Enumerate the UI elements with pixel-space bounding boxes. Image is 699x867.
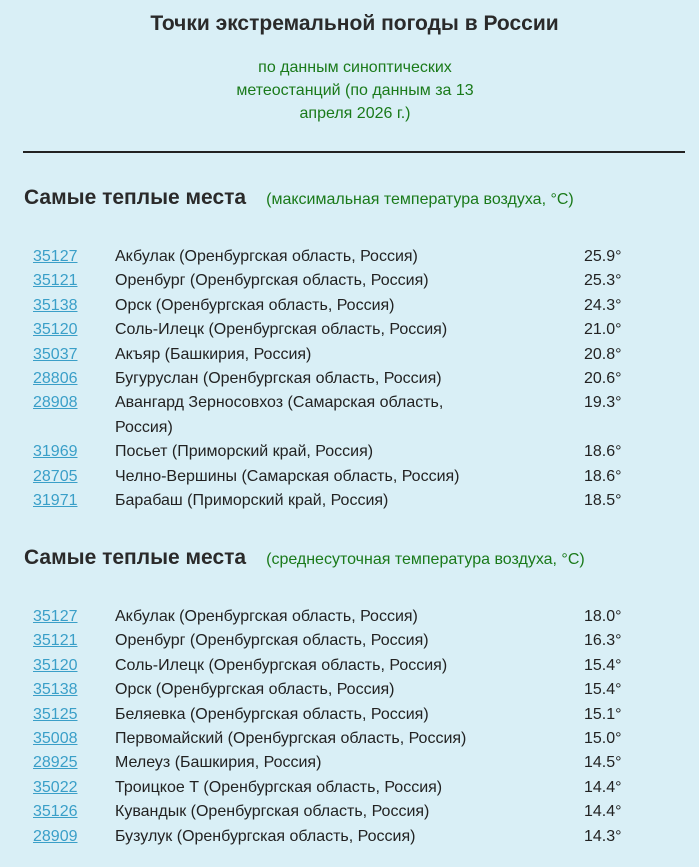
place-name: Барабаш (Приморский край, Россия) bbox=[115, 491, 389, 509]
table-row bbox=[0, 703, 699, 727]
section-avg-temp-heading bbox=[24, 546, 585, 570]
table-row bbox=[0, 245, 699, 269]
table-row bbox=[0, 629, 699, 653]
temperature-value: 20.8° bbox=[584, 345, 622, 363]
place-name: Мелеуз (Башкирия, Россия) bbox=[115, 754, 322, 772]
station-link[interactable]: 28705 bbox=[33, 467, 78, 485]
station-link[interactable]: 28908 bbox=[33, 394, 78, 412]
temperature-value: 14.3° bbox=[584, 827, 622, 845]
station-link[interactable]: 28806 bbox=[33, 369, 78, 387]
place-name: Акбулак (Оренбургская область, Россия) bbox=[115, 248, 418, 265]
table-row bbox=[0, 654, 699, 678]
subtitle-line: по данным синоптических bbox=[258, 59, 452, 76]
temperature-value: 21.0° bbox=[584, 321, 622, 339]
section-title: Самые теплые места bbox=[24, 186, 247, 209]
station-link[interactable]: 35121 bbox=[33, 632, 78, 650]
place-name: Бугуруслан (Оренбургская область, Россия) bbox=[115, 369, 442, 387]
max-temp-table bbox=[0, 245, 699, 513]
table-row bbox=[0, 318, 699, 342]
station-link[interactable]: 35138 bbox=[33, 681, 78, 699]
station-link[interactable]: 28909 bbox=[33, 827, 78, 845]
place-name: Бузулук (Оренбургская область, Россия) bbox=[115, 827, 416, 845]
subtitle-line: метеостанций (по данным за 13 bbox=[236, 82, 474, 99]
place-name: Кувандык (Оренбургская область, Россия) bbox=[115, 803, 430, 821]
temperature-value: 16.3° bbox=[584, 632, 622, 650]
place-name: Челно-Вершины (Самарская область, Россия) bbox=[115, 467, 460, 485]
table-row bbox=[0, 465, 699, 489]
temperature-value: 18.6° bbox=[584, 467, 622, 485]
temperature-value: 14.5° bbox=[584, 754, 622, 772]
temperature-value: 18.5° bbox=[584, 491, 622, 509]
table-row bbox=[0, 440, 699, 464]
temperature-value: 14.4° bbox=[584, 778, 622, 796]
place-name: Оренбург (Оренбургская область, Россия) bbox=[115, 632, 429, 650]
temperature-value: 15.0° bbox=[584, 729, 622, 747]
temperature-value: 25.3° bbox=[584, 272, 622, 290]
table-row bbox=[0, 605, 699, 629]
section-note: (среднесуточная температура воздуха, °C) bbox=[266, 551, 585, 568]
temperature-value: 24.3° bbox=[584, 296, 622, 314]
temperature-value: 14.4° bbox=[584, 803, 622, 821]
station-link[interactable]: 35121 bbox=[33, 272, 78, 290]
station-link[interactable]: 35022 bbox=[33, 778, 78, 796]
place-name: Первомайский (Оренбургская область, Россия) bbox=[115, 729, 467, 747]
station-link[interactable]: 35120 bbox=[33, 321, 78, 339]
table-row bbox=[0, 269, 699, 293]
place-name: Акбулак (Оренбургская область, Россия) bbox=[115, 608, 418, 625]
table-row bbox=[0, 343, 699, 367]
avg-temp-table bbox=[0, 605, 699, 849]
temperature-value: 20.6° bbox=[584, 369, 622, 387]
station-link[interactable]: 35127 bbox=[33, 248, 78, 265]
station-link[interactable]: 35125 bbox=[33, 705, 78, 723]
section-note: (максимальная температура воздуха, °C) bbox=[266, 191, 574, 208]
section-title: Самые теплые места bbox=[24, 546, 247, 569]
temperature-value: 15.4° bbox=[584, 681, 622, 699]
place-name: Троицкое Т (Оренбургская область, Россия) bbox=[115, 778, 443, 796]
subtitle-line: апреля 2026 г.) bbox=[299, 105, 411, 122]
page-title: Точки экстремальной погоды в России bbox=[150, 12, 559, 35]
place-name: Орск (Оренбургская область, Россия) bbox=[115, 681, 395, 699]
place-name: Акъяр (Башкирия, Россия) bbox=[115, 345, 312, 363]
place-name: Орск (Оренбургская область, Россия) bbox=[115, 296, 395, 314]
table-row bbox=[0, 391, 699, 440]
station-link[interactable]: 35008 bbox=[33, 729, 78, 747]
station-link[interactable]: 31971 bbox=[33, 491, 78, 509]
place-name: Соль-Илецк (Оренбургская область, Россия) bbox=[115, 321, 448, 339]
station-link[interactable]: 35037 bbox=[33, 345, 78, 363]
station-link[interactable]: 31969 bbox=[33, 443, 78, 461]
table-row bbox=[0, 776, 699, 800]
temperature-value: 18.6° bbox=[584, 443, 622, 461]
table-row bbox=[0, 825, 699, 849]
place-name: Оренбург (Оренбургская область, Россия) bbox=[115, 272, 429, 290]
temperature-value: 15.4° bbox=[584, 656, 622, 674]
temperature-value: 25.9° bbox=[584, 248, 622, 265]
table-row bbox=[0, 678, 699, 702]
table-row bbox=[0, 800, 699, 824]
table-row bbox=[0, 751, 699, 775]
table-row bbox=[0, 367, 699, 391]
place-name: Беляевка (Оренбургская область, Россия) bbox=[115, 705, 429, 723]
station-link[interactable]: 35126 bbox=[33, 803, 78, 821]
station-link[interactable]: 35120 bbox=[33, 656, 78, 674]
table-row bbox=[0, 294, 699, 318]
station-link[interactable]: 28925 bbox=[33, 754, 78, 772]
station-link[interactable]: 35127 bbox=[33, 608, 78, 625]
page-subtitle bbox=[205, 56, 505, 125]
temperature-value: 19.3° bbox=[584, 394, 622, 412]
station-link[interactable]: 35138 bbox=[33, 296, 78, 314]
table-row bbox=[0, 489, 699, 513]
place-name: Посьет (Приморский край, Россия) bbox=[115, 443, 374, 461]
place-name: Соль-Илецк (Оренбургская область, Россия) bbox=[115, 656, 448, 674]
table-row bbox=[0, 727, 699, 751]
section-max-temp-heading bbox=[24, 186, 574, 210]
temperature-value: 18.0° bbox=[584, 608, 622, 625]
temperature-value: 15.1° bbox=[584, 705, 622, 723]
header-divider bbox=[23, 151, 685, 153]
place-name: Авангард Зерносовхоз (Самарская область, Россия) bbox=[115, 394, 444, 436]
